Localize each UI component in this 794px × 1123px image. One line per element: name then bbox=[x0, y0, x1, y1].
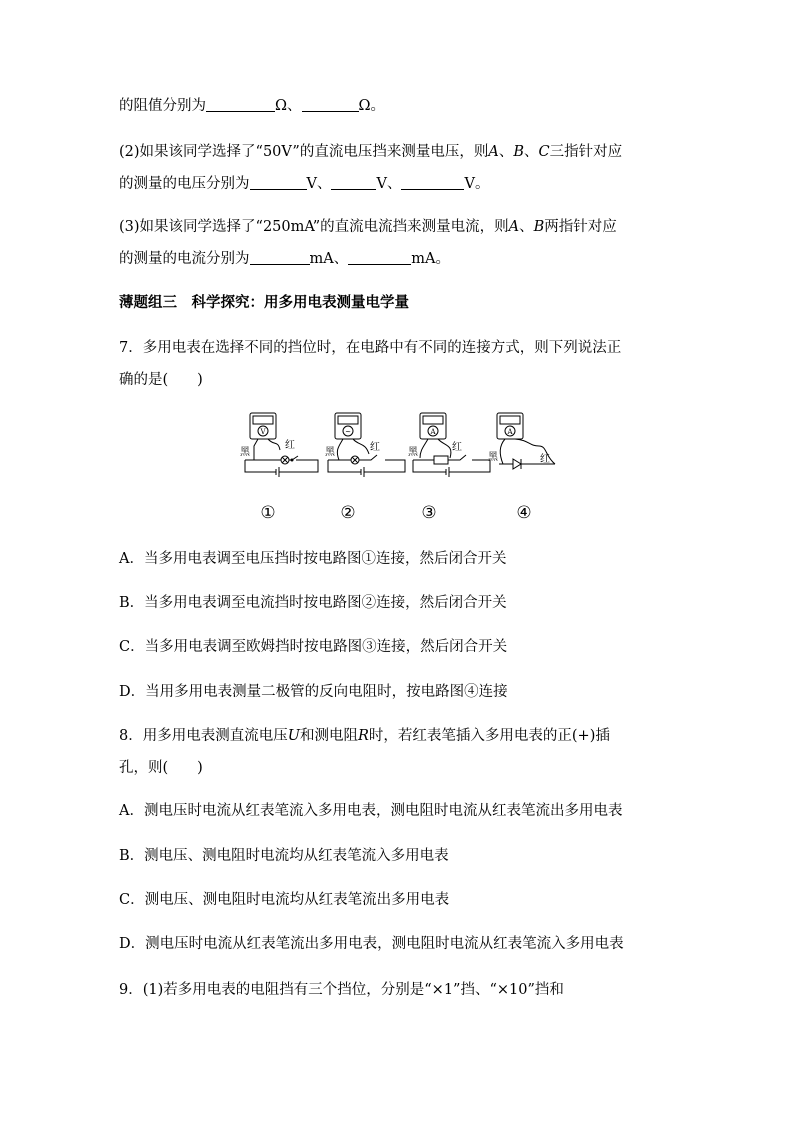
q8-option-a[interactable]: A．测电压时电流从红表笔流入多用电表，测电阻时电流从红表笔流出多用电表 bbox=[119, 803, 623, 819]
q8-option-b[interactable]: B．测电压、测电阻时电流均从红表笔流入多用电表 bbox=[119, 848, 449, 864]
label-black: 黑 bbox=[240, 447, 250, 458]
section-heading: 薄题组三 科学探究：用多用电表测量电学量 bbox=[119, 294, 409, 311]
label-red: 红 bbox=[285, 440, 295, 451]
circuit-diagram-figure bbox=[240, 410, 570, 480]
q9-stem-line1: 9．(1)若多用电表的电阻挡有三个挡位，分别是“×1”挡、“×10”挡和 bbox=[119, 982, 564, 998]
circuit-label-1: ① bbox=[260, 503, 276, 523]
label-black: 黑 bbox=[488, 452, 498, 463]
answer-blank[interactable] bbox=[348, 250, 411, 265]
label-black: 黑 bbox=[325, 447, 335, 458]
q8-stem-line2: 孔，则( ) bbox=[119, 760, 203, 776]
circuit-label-2: ② bbox=[340, 503, 356, 523]
q2-answer-line: 的测量的电压分别为 V、 V、 V。 bbox=[119, 176, 490, 192]
svg-text:V: V bbox=[260, 428, 266, 436]
q7-stem-line2: 确的是( ) bbox=[119, 372, 203, 388]
label-red: 红 bbox=[452, 442, 462, 453]
q7-option-a[interactable]: A．当多用电表调至电压挡时按电路图①连接，然后闭合开关 bbox=[119, 551, 507, 567]
q8-option-c[interactable]: C．测电压、测电阻时电流均从红表笔流出多用电表 bbox=[119, 892, 450, 908]
svg-text:A: A bbox=[507, 428, 513, 436]
circuit-label-4: ④ bbox=[516, 503, 532, 523]
q7-option-c[interactable]: C．当多用电表调至欧姆挡时按电路图③连接，然后闭合开关 bbox=[119, 639, 508, 655]
label-red: 红 bbox=[540, 454, 550, 465]
circuit-2 bbox=[328, 413, 405, 477]
answer-blank[interactable] bbox=[250, 175, 307, 190]
answer-blank[interactable] bbox=[206, 97, 275, 112]
answer-blank[interactable] bbox=[331, 175, 376, 190]
q3-answer-line: 的测量的电流分别为 mA、 mA。 bbox=[119, 251, 450, 267]
svg-text:~: ~ bbox=[345, 428, 351, 436]
svg-text:A: A bbox=[430, 428, 436, 436]
q7-option-d[interactable]: D．当用多用电表测量二极管的反向电阻时，按电路图④连接 bbox=[119, 684, 508, 700]
part1-answer-line: 的阻值分别为 Ω、 Ω。 bbox=[119, 98, 386, 114]
q7-option-b[interactable]: B．当多用电表调至电流挡时按电路图②连接，然后闭合开关 bbox=[119, 595, 507, 611]
label-black: 黑 bbox=[408, 447, 418, 458]
q2-stem-line1: (2)如果该同学选择了“50V”的直流电压挡来测量电压，则A、B、C三指针对应 bbox=[119, 144, 623, 160]
label-red: 红 bbox=[370, 442, 380, 453]
q3-stem-line1: (3)如果该同学选择了“250mA”的直流电流挡来测量电流，则A、B两指针对应 bbox=[119, 219, 617, 235]
answer-blank[interactable] bbox=[401, 175, 464, 190]
circuit-label-3: ③ bbox=[421, 503, 437, 523]
circuit-1 bbox=[245, 413, 318, 477]
q8-option-d[interactable]: D．测电压时电流从红表笔流出多用电表，测电阻时电流从红表笔流入多用电表 bbox=[119, 936, 624, 952]
q8-stem-line1: 8．用多用电表测直流电压U和测电阻R时，若红表笔插入多用电表的正(+)插 bbox=[119, 728, 610, 744]
answer-blank[interactable] bbox=[302, 97, 359, 112]
q7-stem-line1: 7．多用电表在选择不同的挡位时，在电路中有不同的连接方式，则下列说法正 bbox=[119, 340, 622, 356]
answer-blank[interactable] bbox=[250, 250, 310, 265]
